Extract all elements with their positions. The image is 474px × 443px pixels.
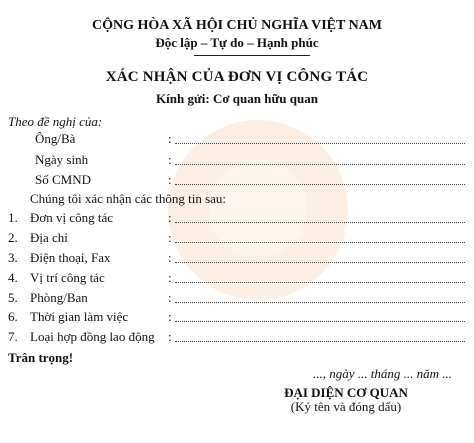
field-label-workplace: Đơn vị công tác bbox=[30, 210, 114, 225]
field-label-address: Địa chỉ bbox=[30, 230, 68, 245]
field-colon: : bbox=[168, 230, 172, 245]
item-number: 2. bbox=[8, 230, 18, 245]
field-blank-contract-type[interactable] bbox=[175, 331, 465, 342]
signature-note: (Ký tên và đóng dấu) bbox=[290, 399, 402, 414]
item-number: 7. bbox=[8, 329, 18, 344]
field-colon: : bbox=[168, 250, 172, 265]
field-colon: : bbox=[168, 270, 172, 285]
field-label-name: Ông/Bà bbox=[35, 131, 76, 146]
nation-heading: CỘNG HÒA XÃ HỘI CHỦ NGHĨA VIỆT NAM bbox=[91, 18, 382, 33]
field-colon: : bbox=[168, 152, 172, 167]
motto-underline bbox=[194, 55, 310, 56]
request-intro: Theo đề nghị của: bbox=[8, 114, 103, 129]
field-blank-department[interactable] bbox=[175, 292, 465, 303]
item-number: 5. bbox=[8, 290, 18, 305]
field-label-position: Vị trí công tác bbox=[30, 270, 105, 285]
field-label-work-duration: Thời gian làm việc bbox=[30, 309, 129, 324]
field-label-birthdate: Ngày sinh bbox=[35, 152, 89, 167]
field-colon: : bbox=[168, 309, 172, 324]
field-label-department: Phòng/Ban bbox=[30, 290, 88, 305]
field-colon: : bbox=[168, 329, 172, 344]
field-label-id-number: Số CMND bbox=[35, 172, 91, 187]
closing-text: Trân trọng! bbox=[8, 350, 74, 365]
field-colon: : bbox=[168, 210, 172, 225]
field-colon: : bbox=[168, 290, 172, 305]
field-blank-address[interactable] bbox=[175, 232, 465, 243]
item-number: 3. bbox=[8, 250, 18, 265]
field-colon: : bbox=[168, 172, 172, 187]
signature-title: ĐẠI DIỆN CƠ QUAN bbox=[284, 385, 408, 400]
motto: Độc lập – Tự do – Hạnh phúc bbox=[155, 35, 319, 50]
field-label-phone-fax: Điện thoại, Fax bbox=[30, 250, 111, 265]
field-blank-work-duration[interactable] bbox=[175, 311, 465, 322]
addressee: Kính gửi: Cơ quan hữu quan bbox=[156, 91, 318, 106]
item-number: 6. bbox=[8, 309, 18, 324]
field-colon: : bbox=[168, 131, 172, 146]
field-blank-id-number[interactable] bbox=[175, 174, 465, 185]
field-blank-position[interactable] bbox=[175, 272, 465, 283]
date-line: ..., ngày ... tháng ... năm ... bbox=[313, 366, 453, 381]
field-blank-phone-fax[interactable] bbox=[175, 252, 465, 263]
confirm-intro: Chúng tôi xác nhận các thông tin sau: bbox=[30, 191, 227, 206]
item-number: 4. bbox=[8, 270, 18, 285]
field-label-contract-type: Loại hợp đồng lao động bbox=[30, 329, 155, 344]
field-blank-name[interactable] bbox=[175, 133, 465, 144]
field-blank-birthdate[interactable] bbox=[175, 154, 465, 165]
document-title: XÁC NHẬN CỦA ĐƠN VỊ CÔNG TÁC bbox=[105, 69, 369, 85]
item-number: 1. bbox=[8, 210, 18, 225]
field-blank-workplace[interactable] bbox=[175, 212, 465, 223]
